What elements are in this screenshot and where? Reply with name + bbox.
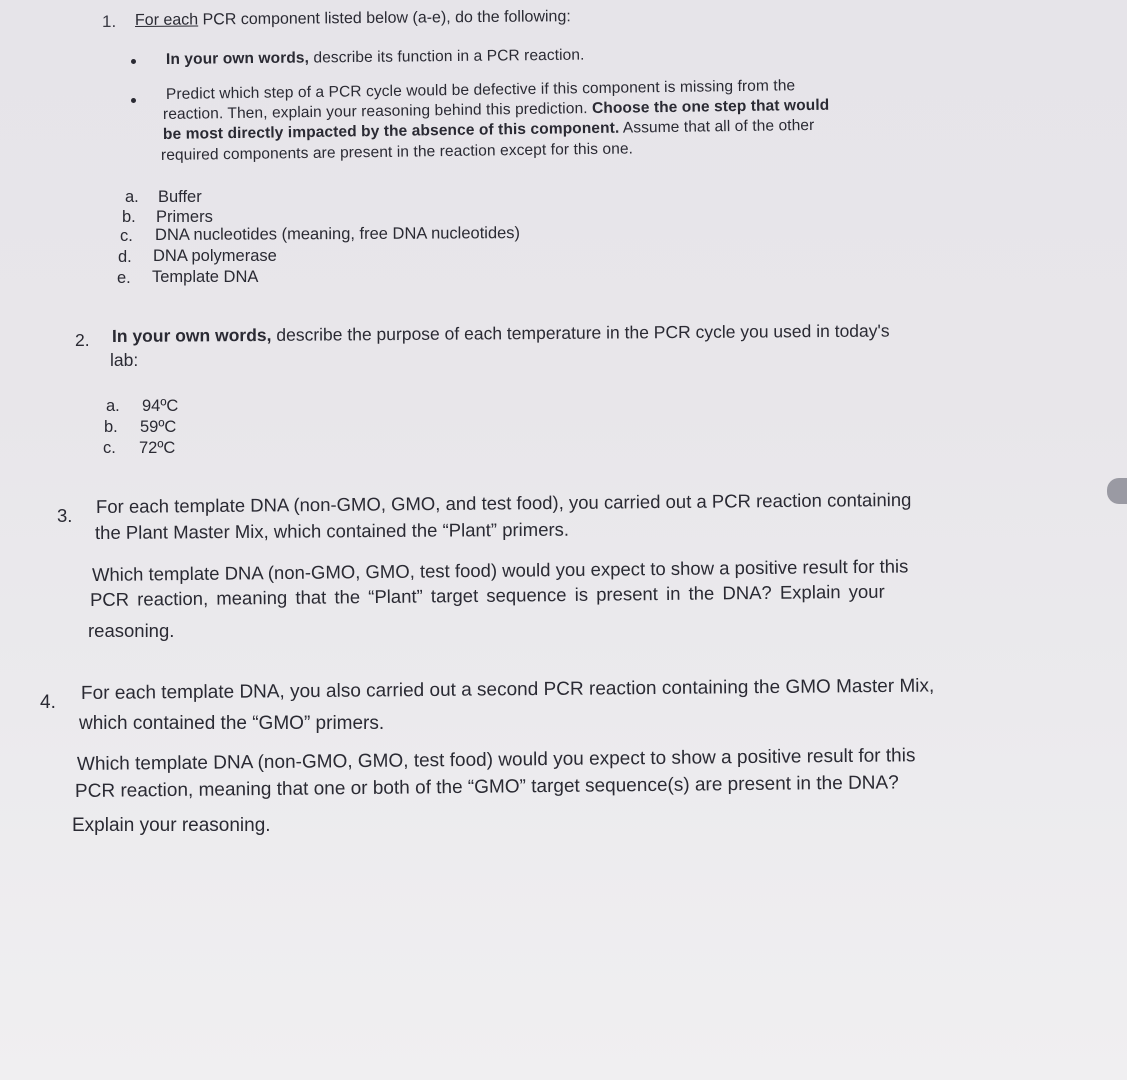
q1-bullet1: [166, 47, 585, 69]
q2-line2: lab:: [110, 350, 139, 370]
list-item-text: Buffer: [158, 188, 202, 206]
q2-rest: describe the purpose of each temperature in the PCR cycle you used in today's: [271, 320, 890, 345]
q1-bullet2-line2-text: reaction. Then, explain your reasoning behind this prediction.: [162, 100, 588, 123]
bullet-dot: [131, 59, 136, 64]
list-item-letter: d.: [118, 248, 132, 266]
list-item-letter: b.: [122, 208, 136, 226]
list-item-letter: b.: [104, 418, 118, 436]
q3-number: 3.: [57, 505, 73, 526]
q4-line2: which contained the “GMO” primers.: [79, 713, 385, 734]
list-item-letter: c.: [103, 439, 116, 457]
q1-bullet2-bold-b: be most directly impacted by the absence of this component.: [162, 119, 620, 143]
q4-line1: For each template DNA, you also carried out a second PCR reaction containing the GMO Master Mix,: [80, 675, 935, 704]
q3-line2: the Plant Master Mix, which contained the “Plant” primers.: [94, 518, 570, 543]
q1-bullet1-rest: describe its function in a PCR reaction.: [308, 46, 585, 67]
q2-line1: [112, 321, 890, 347]
q3-question-line2: PCR reaction, meaning that the “Plant” target sequence is present in the DNA? Explain your: [89, 580, 885, 610]
list-item-text: 94ºC: [142, 397, 179, 415]
q1-bullet2-bold-a: Choose the one step that would: [587, 96, 830, 118]
bullet-dot: [131, 98, 136, 103]
list-item-text: Primers: [156, 208, 213, 226]
list-item-letter: a.: [106, 397, 120, 415]
q3-line1: For each template DNA (non-GMO, GMO, and test food), you carried out a PCR reaction containing: [95, 488, 912, 517]
q1-title-underlined: For each: [134, 11, 199, 29]
q3-question-line3: reasoning.: [88, 620, 175, 641]
q2-bold: In your own words,: [111, 324, 272, 346]
list-item-letter: a.: [125, 188, 139, 206]
q1-title-rest: PCR component listed below (a-e), do the following:: [198, 8, 571, 29]
q1-bullet2-line4: required components are present in the reaction except for this one.: [160, 140, 634, 164]
list-item-text: Template DNA: [152, 268, 259, 286]
q2-number: 2.: [75, 330, 90, 350]
q3-question-line1: Which template DNA (non-GMO, GMO, test food) would you expect to show a positive result for this: [91, 555, 909, 585]
q1-title: [135, 8, 571, 30]
list-item-letter: e.: [117, 269, 131, 287]
paper-edge-shadow: [1107, 478, 1127, 504]
q1-bullet2-tail: Assume that all of the other: [619, 116, 815, 137]
q4-question-line2: PCR reaction, meaning that one or both of the “GMO” target sequence(s) are present in the DNA?: [74, 772, 899, 802]
list-item-text: 72ºC: [139, 439, 176, 457]
q1-bullet2-line1: Predict which step of a PCR cycle would be defective if this component is missing from the: [165, 77, 796, 103]
q4-number: 4.: [40, 692, 56, 713]
q1-number: 1.: [102, 12, 117, 31]
q1-bullet1-bold: In your own words,: [165, 49, 310, 68]
q4-question-line3: Explain your reasoning.: [72, 815, 271, 836]
list-item-letter: c.: [120, 227, 133, 245]
list-item-text: 59ºC: [140, 418, 177, 436]
list-item-text: DNA nucleotides (meaning, free DNA nucleotides): [154, 224, 521, 244]
q4-question-line1: Which template DNA (non-GMO, GMO, test food) would you expect to show a positive result for this: [76, 745, 916, 775]
list-item-text: DNA polymerase: [153, 247, 277, 265]
